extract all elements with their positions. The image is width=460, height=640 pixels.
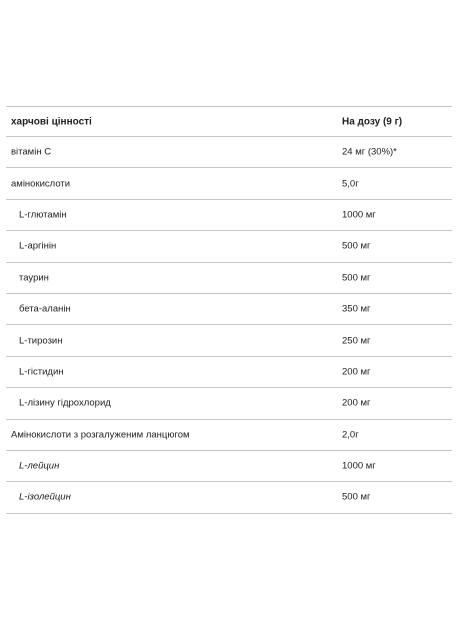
row-name: таурин — [19, 272, 49, 284]
row-value: 200 мг — [342, 397, 371, 409]
row-value: 500 мг — [342, 491, 371, 503]
table-row — [6, 420, 452, 451]
table-row — [6, 451, 452, 482]
row-value: 200 мг — [342, 366, 371, 378]
row-name: Амінокислоти з розгалуженим ланцюгом — [11, 429, 190, 441]
table-header-row — [6, 106, 452, 137]
table-row — [6, 482, 452, 513]
table-row — [6, 168, 452, 199]
header-value: На дозу (9 г) — [342, 116, 403, 127]
row-value: 5,0г — [342, 178, 359, 190]
row-name: L-гістидин — [19, 366, 64, 378]
row-name: вітамін C — [11, 146, 52, 158]
row-value: 500 мг — [342, 240, 371, 252]
row-value: 350 мг — [342, 303, 371, 315]
row-name: бета-аланін — [19, 303, 71, 315]
row-name: L-аргінін — [19, 240, 57, 252]
header-name: харчові цінності — [11, 116, 92, 127]
row-value: 250 мг — [342, 335, 371, 347]
row-value: 2,0г — [342, 429, 359, 441]
table-row — [6, 325, 452, 356]
table-row — [6, 231, 452, 262]
row-name: L-тирозин — [19, 335, 63, 347]
row-name: амінокислоти — [11, 178, 71, 190]
table-row — [6, 263, 452, 294]
row-value: 500 мг — [342, 272, 371, 284]
table-row — [6, 137, 452, 168]
row-name: L-ізолейцин — [19, 491, 71, 503]
table-row — [6, 294, 452, 325]
row-name: L-лізину гідрохлорид — [19, 397, 111, 409]
row-value: 24 мг (30%)* — [342, 146, 397, 158]
table-row — [6, 388, 452, 419]
nutrition-table — [6, 106, 452, 514]
row-value: 1000 мг — [342, 209, 376, 221]
table-row — [6, 200, 452, 231]
row-value: 1000 мг — [342, 460, 376, 472]
row-name: L-глютамін — [19, 209, 67, 221]
row-name: L-лейцин — [19, 460, 60, 472]
table-row — [6, 357, 452, 388]
